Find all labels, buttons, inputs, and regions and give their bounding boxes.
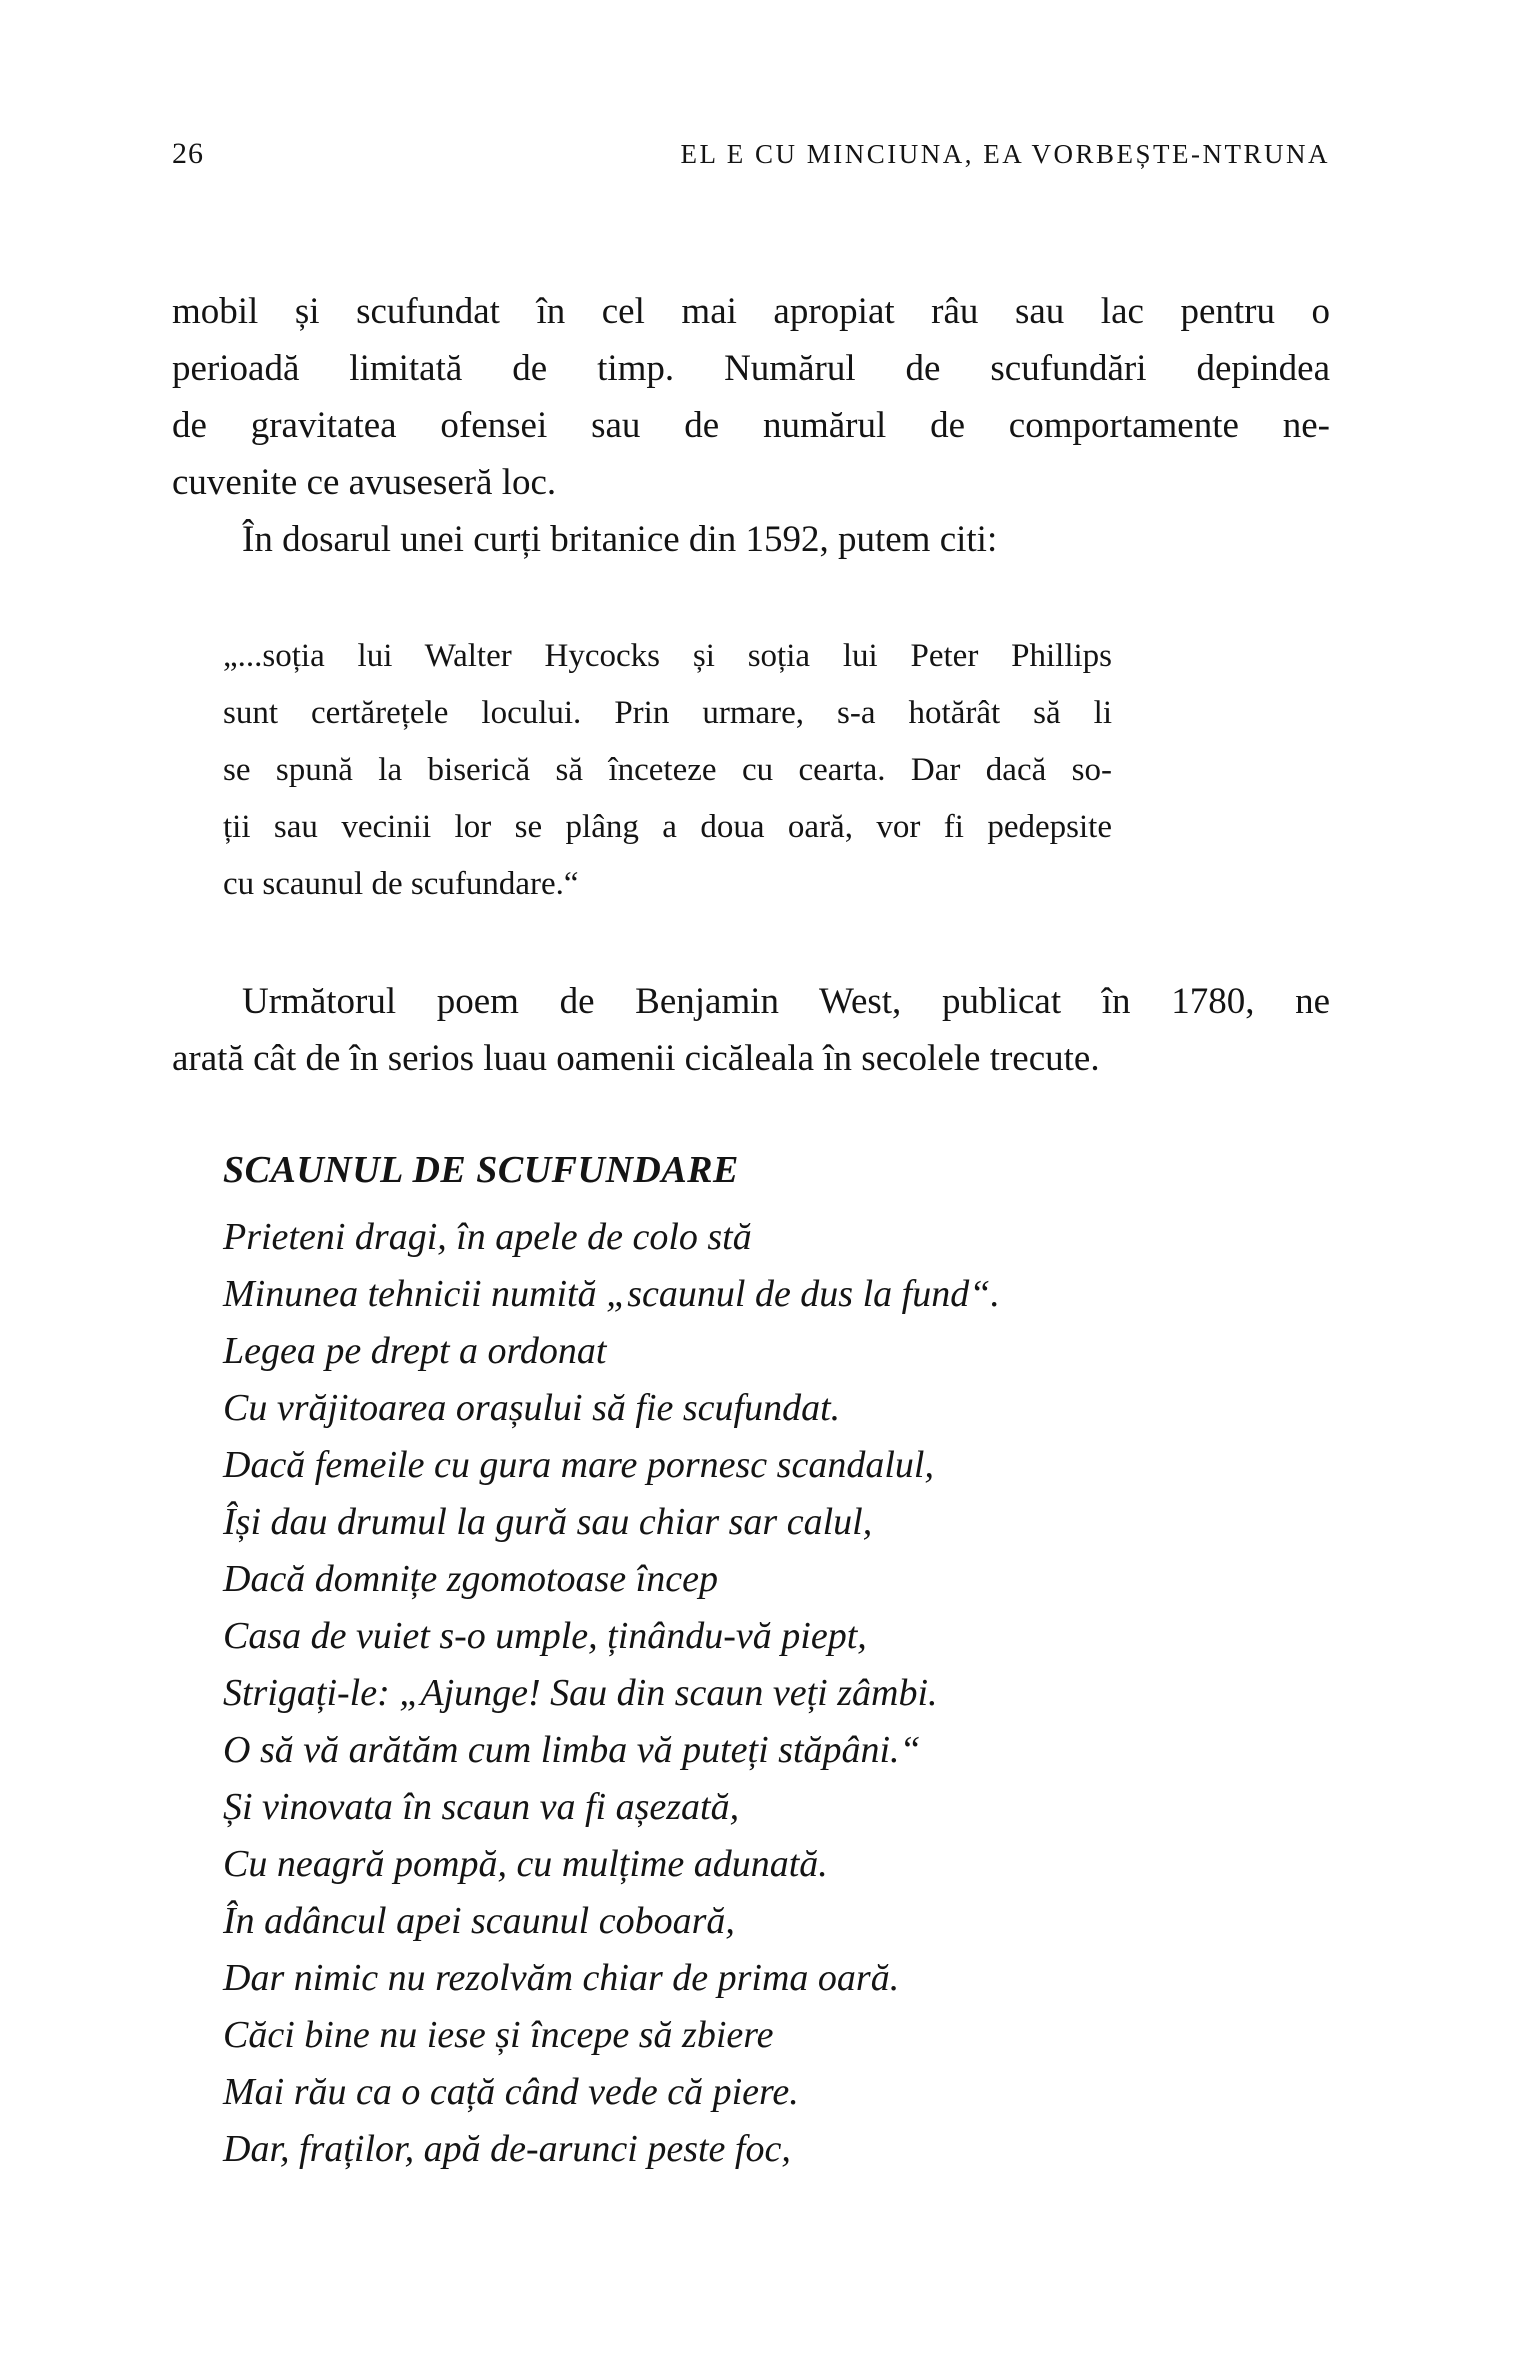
- poem-line: Minunea tehnicii numită „scaunul de dus la fund“.: [223, 1273, 1000, 1315]
- poem-line: Dacă domnițe zgomotoase încep: [223, 1558, 718, 1600]
- poem-line: Cu neagră pompă, cu mulțime adunată.: [223, 1843, 828, 1885]
- poem: [223, 1142, 1330, 2178]
- quote-line: sunt certărețele locului. Prin urmare, s-a hotărât să li: [223, 695, 1112, 731]
- poem-line: Căci bine nu iese și începe să zbiere: [223, 2014, 774, 2056]
- running-title: EL E CU MINCIUNA, EA VORBEȘTE-NTRUNA: [680, 139, 1330, 169]
- body-line: În dosarul unei curți britanice din 1592, putem citi:: [242, 519, 998, 560]
- paragraph: [172, 973, 1330, 1087]
- poem-line: Legea pe drept a ordonat: [223, 1330, 607, 1372]
- quote-line: cu scaunul de scufundare.“: [223, 866, 579, 902]
- paragraph: [172, 511, 1330, 568]
- body-line: perioadă limitată de timp. Numărul de scufundări depindea: [172, 348, 1330, 389]
- body-line: Următorul poem de Benjamin West, publicat în 1780, ne: [242, 981, 1330, 1022]
- quote-line: „...soția lui Walter Hycocks și soția lui Peter Phillips: [223, 638, 1112, 674]
- poem-line: Își dau drumul la gură sau chiar sar calul,: [223, 1501, 873, 1543]
- poem-line: O să vă arătăm cum limba vă puteți stăpâni.“: [223, 1729, 921, 1771]
- poem-line: Dar nimic nu rezolvăm chiar de prima oară.: [223, 1957, 900, 1999]
- paragraph: [172, 283, 1330, 511]
- body-line: arată cât de în serios luau oamenii cicăleala în secolele trecute.: [172, 1038, 1100, 1079]
- poem-line: Prieteni dragi, în apele de colo stă: [223, 1216, 752, 1258]
- poem-line: Mai rău ca o cață când vede că piere.: [223, 2071, 799, 2113]
- body-line: de gravitatea ofensei sau de numărul de comportamente ne-: [172, 405, 1330, 446]
- poem-line: Cu vrăjitoarea orașului să fie scufundat.: [223, 1387, 841, 1429]
- quote-line: se spună la biserică să înceteze cu cearta. Dar dacă so-: [223, 752, 1112, 788]
- quote-line: ții sau vecinii lor se plâng a doua oară, vor fi pedepsite: [223, 809, 1112, 845]
- poem-line: Dacă femeile cu gura mare pornesc scandalul,: [223, 1444, 934, 1486]
- poem-line: În adâncul apei scaunul coboară,: [223, 1900, 735, 1942]
- body-line: cuvenite ce avuseseră loc.: [172, 462, 557, 503]
- poem-title: SCAUNUL DE SCUFUNDARE: [223, 1149, 739, 1191]
- poem-line: Strigați-le: „Ajunge! Sau din scaun veți zâmbi.: [223, 1672, 938, 1714]
- quote-block: [223, 628, 1112, 913]
- poem-line: Și vinovata în scaun va fi așezată,: [223, 1786, 740, 1828]
- body-text: [172, 283, 1330, 2178]
- poem-line: Casa de vuiet s-o umple, ținându-vă piept,: [223, 1615, 867, 1657]
- page-header: [172, 137, 1330, 171]
- body-line: mobil și scufundat în cel mai apropiat râu sau lac pentru o: [172, 291, 1330, 332]
- poem-line: Dar, fraților, apă de-arunci peste foc,: [223, 2128, 791, 2170]
- page-number: 26: [172, 137, 204, 170]
